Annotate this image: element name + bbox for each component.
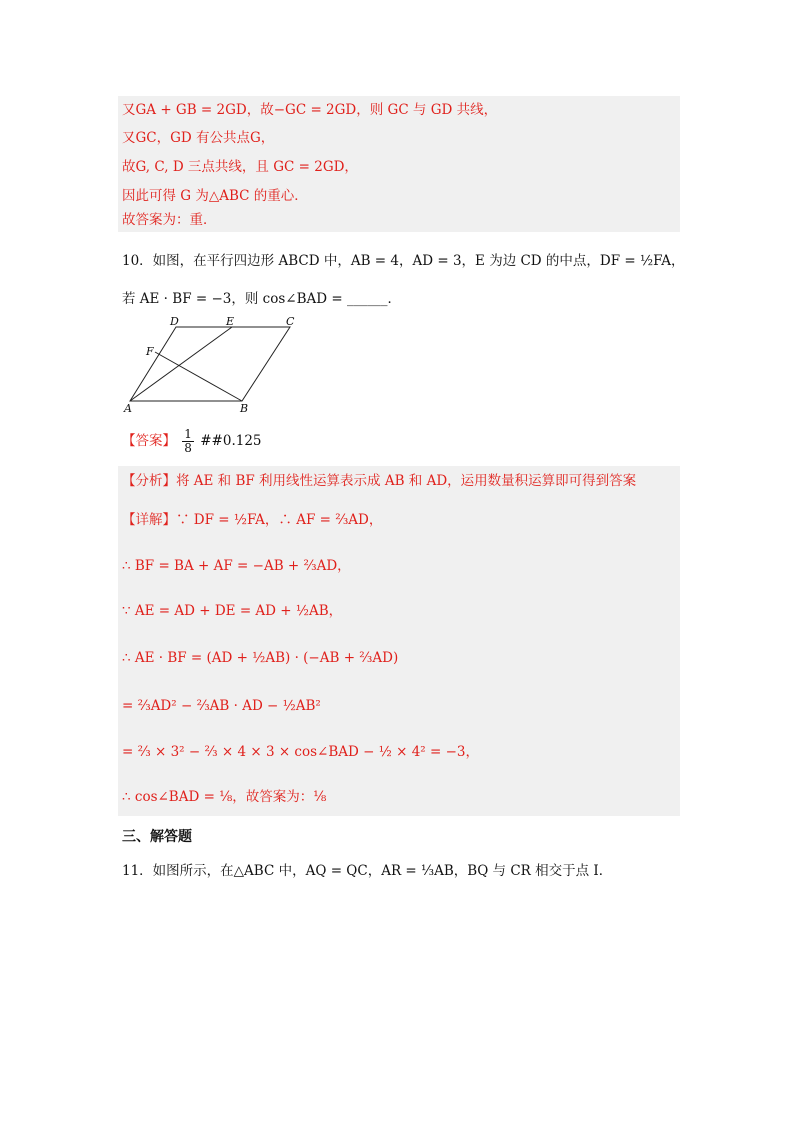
detail-line7: ∴ cos∠BAD = ⅛，故答案为：⅛ [122,789,327,805]
detail-line4: ∴ AE · BF = (AD + ½AB) · (−AB + ⅔AD) [122,650,399,666]
segment-bf [155,352,242,401]
label-d: D [170,316,179,328]
solution9-line4: 因此可得 G 为△ABC 的重心． [122,188,308,204]
detail-line2: ∴ BF = BA + AF = −AB + ⅔AD， [122,558,351,574]
answer-fraction [182,428,194,455]
detail-line6: = ⅔ × 3² − ⅔ × 4 × 3 × cos∠BAD − ½ × 4² = −3， [122,744,480,760]
label-c: C [286,316,295,328]
answer-alt: ##0.125 [200,433,262,449]
detail-line5: = ⅔AD² − ⅔AB · AD − ½AB² [122,698,321,714]
segment-ae [130,327,232,401]
solution9-line5: 故答案为：重． [122,212,217,228]
answer-line [122,428,262,455]
label-f: F [146,345,154,358]
label-a: A [124,402,132,415]
section-heading-solve: 三、解答题 [122,829,192,845]
answer-numerator: 1 [184,427,192,441]
detail-line3: ∵ AE = AD + DE = AD + ½AB， [122,603,343,619]
label-b: B [240,402,249,415]
label-e: E [226,316,235,328]
analysis-line: 【分析】将 AE 和 BF 利用线性运算表示成 AB 和 AD，运用数量积运算即可得到答案 [122,473,637,489]
question-11-stem: 11．如图所示，在△ABC 中，AQ = QC，AR = ⅓AB，BQ 与 CR 相交于点 I． [122,863,613,879]
answer-denominator: 8 [184,441,192,455]
question-10-stem-line1: 10．如图，在平行四边形 ABCD 中，AB = 4，AD = 3，E 为边 CD 的中点，DF = ½FA， [122,253,685,269]
parallelogram-abcd [130,327,290,401]
solution9-line1: 又GA + GB = 2GD，故−GC = 2GD，则 GC 与 GD 共线， [122,102,498,118]
question-10-stem-line2: 若 AE · BF = −3，则 cos∠BAD = ______． [122,291,401,307]
parallelogram-figure [118,316,308,416]
solution9-line2: 又GC，GD 有公共点G， [122,130,275,146]
detail-line1: 【详解】∵ DF = ½FA，∴ AF = ⅔AD， [122,512,383,528]
answer-tag: 【答案】 [122,433,176,449]
solution9-line3: 故G, C, D 三点共线，且 GC = 2GD， [122,159,358,175]
